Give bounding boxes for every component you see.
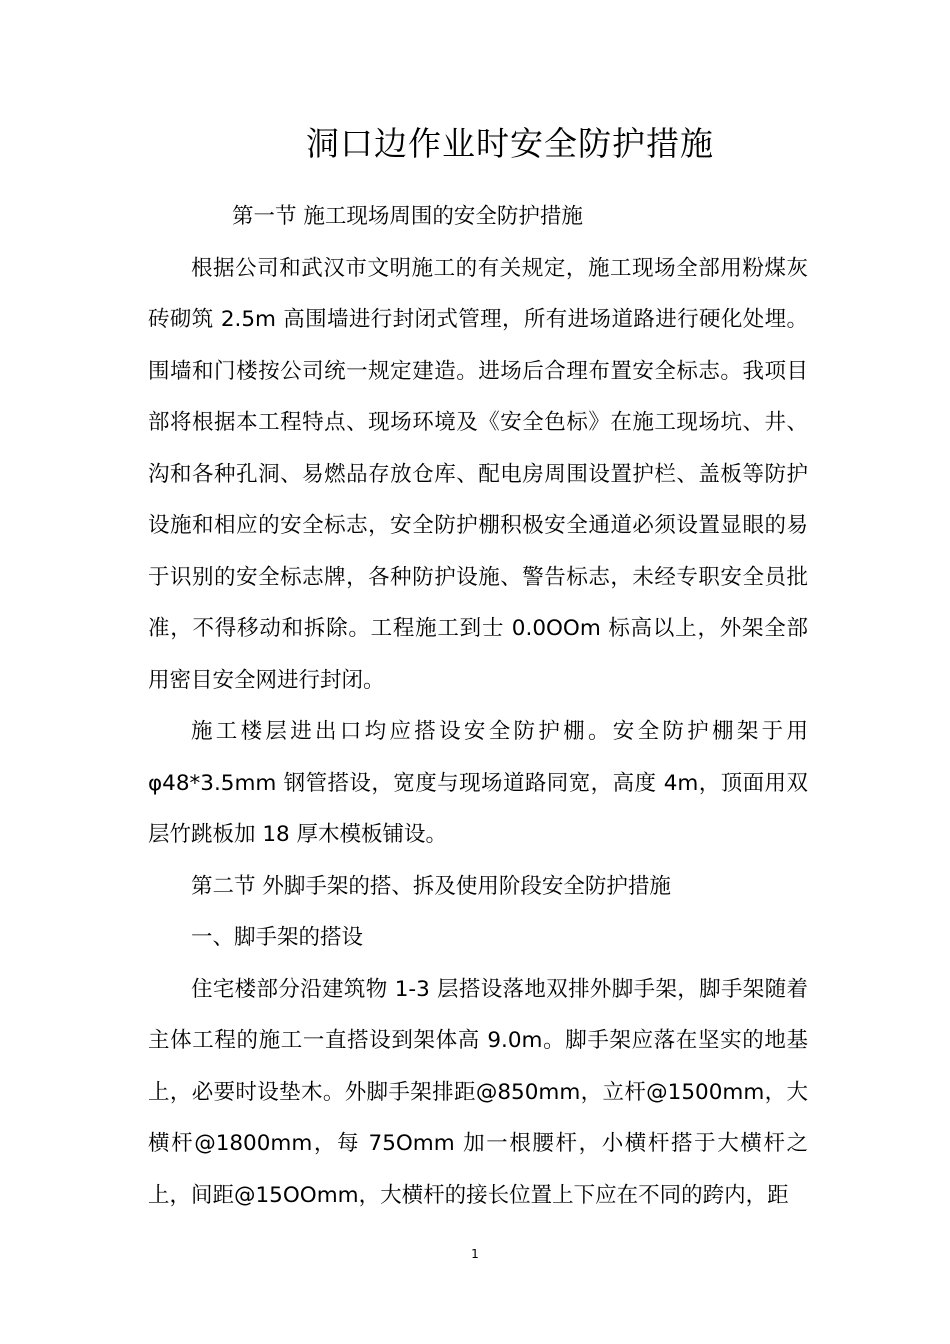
body-paragraph-1: 根据公司和武汉市文明施工的有关规定，施工现场全部用粉煤灰砖砌筑 2.5m 高围墙进行封闭式管理，所有进场道路进行硬化处埋。围墙和门楼按公司统一规定建造。进场后合理布置安全标志。我项目部将根据本工程特点、现场环境及《安全色标》在施工现场坑、井、沟和各种孔洞、易燃品存放仓库、配电房周围设置护栏、盖板等防护设施和相应的安全标志，安全防护棚积极安全通道必须设置显眼的易于识别的安全标志牌，各种防护设施、警告标志，未经专职安全员批准，不得移动和拆除。工程施工到士 0.0OOm 标高以上，外架全部用密目安全网进行封闭。 xyxy=(148,255,808,693)
body-paragraph-2: 施工楼层进出口均应搭设安全防护棚。安全防护棚架于用 φ48*3.5mm 钢管搭设，宽度与现场道路同宽，高度 4m，顶面用双层竹跳板加 18 厚木模板铺设。 xyxy=(148,719,808,847)
subsection-heading: 一、脚手架的搭设 xyxy=(191,925,364,950)
document-title: 洞口边作业时安全防护措施 xyxy=(306,124,714,163)
section-heading-2: 第二节 外脚手架的搭、拆及使用阶段安全防护措施 xyxy=(191,873,671,899)
document-body xyxy=(148,191,808,1221)
section-heading-1: 第一节 施工现场周围的安全防护措施 xyxy=(232,204,583,229)
page-number: 1 xyxy=(471,1247,479,1261)
body-paragraph-3: 住宅楼部分沿建筑物 1-3 层搭设落地双排外脚手架，脚手架随着主体工程的施工一直搭设到架体高 9.0m。脚手架应落在坚实的地基上，必要时设垫木。外脚手架排距@850mm，立杆@1500mm，大横杆@1800mm，每 75Omm 加一根腰杆，小横杆搭于大横杆之上，间距@15OOmm，大横杆的接长位置上下应在不同的跨内，距 xyxy=(148,976,808,1208)
